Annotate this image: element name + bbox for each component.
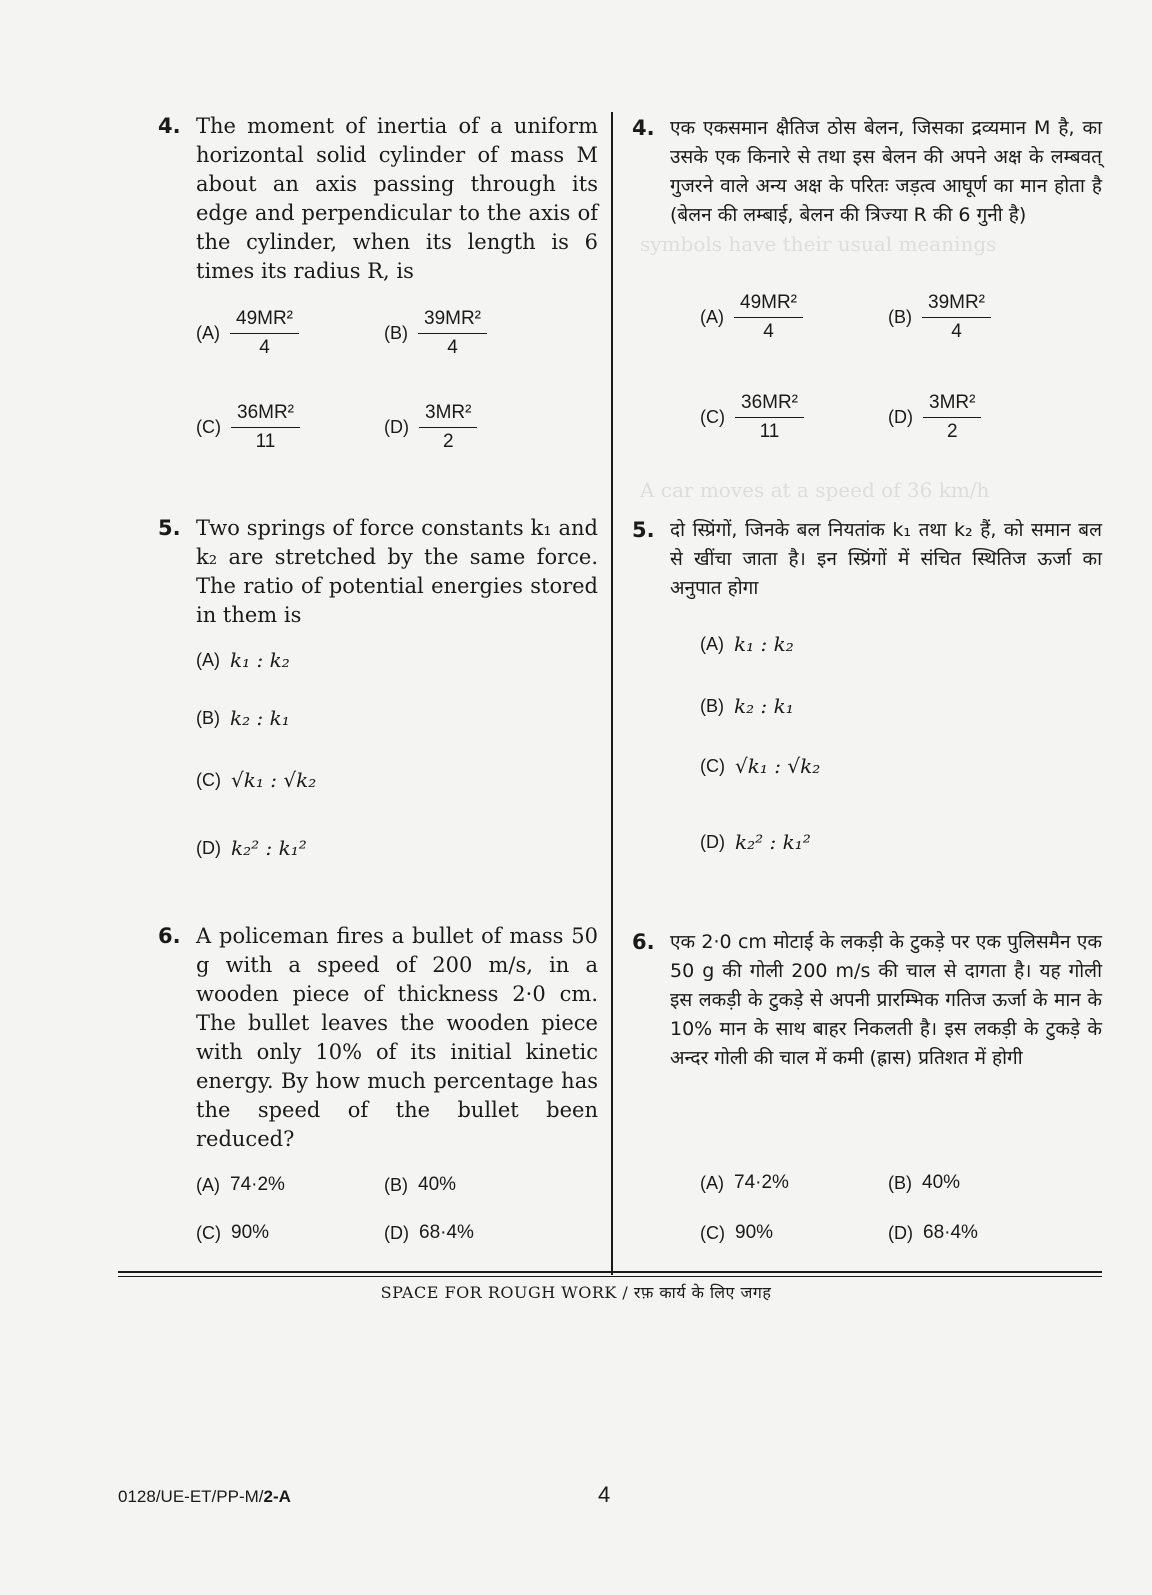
question-6-en: [158, 922, 598, 1154]
option-b[interactable]: (B) 40%: [384, 1174, 457, 1195]
question-text: एक एकसमान क्षैतिज ठोस बेलन, जिसका द्रव्यमान M है, का उसके एक किनारे से तथा इस बेलन की अपने अक्ष के लम्बवत् गुजरने वाले अन्य अक्ष के परितः जड़त्व आघूर्ण का मान होता है (बेलन की लम्बाई, बेलन की त्रिज्या R की 6 गुनी है): [670, 117, 1102, 226]
question-text: The moment of inertia of a uniform horizontal solid cylinder of mass M about an axis passing through its edge and perpendicular to the axis of the cylinder, when its length is 6 times its radius R, is: [196, 114, 598, 283]
question-4-en: [158, 112, 598, 286]
question-4-hi: [632, 114, 1102, 230]
option-d[interactable]: (D) $\frac{\text{3MR²}}{2}$: [384, 402, 477, 453]
question-number: 6.: [158, 924, 181, 948]
rough-work-rule: [118, 1276, 1102, 1277]
bleed-through-text: symbols have their usual meanings: [640, 232, 997, 256]
question-6-hi: [632, 928, 1102, 1073]
option-d[interactable]: (D) 68·4%: [384, 1222, 474, 1243]
option-d[interactable]: (D) $\frac{\text{3MR²}}{2}$: [888, 392, 981, 443]
option-b[interactable]: (B) k₂ : k₁: [196, 706, 290, 730]
option-b[interactable]: (B) 40%: [888, 1172, 961, 1193]
booklet-code: 0128/UE-ET/PP-M/2-A: [118, 1487, 291, 1506]
question-number: 4.: [632, 116, 655, 140]
rough-work-label: SPACE FOR ROUGH WORK / रफ़ कार्य के लिए जगह: [380, 1283, 772, 1302]
option-d[interactable]: (D) 68·4%: [888, 1222, 978, 1243]
bleed-through-text: A car moves at a speed of 36 km/h: [640, 478, 990, 502]
option-a[interactable]: (A) 74·2%: [196, 1174, 285, 1195]
page-number: 4: [598, 1482, 611, 1507]
option-b[interactable]: (B) $\frac{\text{39MR²}}{4}$: [888, 292, 991, 343]
column-divider: [611, 112, 613, 1275]
option-d[interactable]: (D) k₂² : k₁²: [700, 830, 811, 854]
option-b[interactable]: (B) $\frac{\text{39MR²}}{4}$: [384, 308, 487, 359]
question-5-en: [158, 514, 598, 630]
question-text: Two springs of force constants k₁ and k₂ are stretched by the same force. The ratio of potential energies stored in them is: [196, 516, 598, 627]
option-a[interactable]: (A) 74·2%: [700, 1172, 789, 1193]
option-b[interactable]: (B) k₂ : k₁: [700, 694, 794, 718]
option-a[interactable]: (A) k₁ : k₂: [700, 632, 794, 656]
question-text: दो स्प्रिंगों, जिनके बल नियतांक k₁ तथा k₂ हैं, को समान बल से खींचा जाता है। इन स्प्रिंगों में संचित स्थितिज ऊर्जा का अनुपात होगा: [670, 519, 1102, 599]
option-c[interactable]: (C) 90%: [700, 1222, 774, 1243]
option-c[interactable]: (C) $\frac{\text{36MR²}}{11}$: [196, 402, 300, 453]
question-number: 5.: [158, 516, 181, 540]
option-a[interactable]: (A) k₁ : k₂: [196, 648, 290, 672]
question-number: 6.: [632, 930, 655, 954]
question-text: एक 2·0 cm मोटाई के लकड़ी के टुकड़े पर एक पुलिसमैन एक 50 g की गोली 200 m/s की चाल से दागता है। यह गोली इस लकड़ी के टुकड़े से अपनी प्रारम्भिक गतिज ऊर्जा के मान के 10% मान के साथ बाहर निकलती है। इस लकड़ी के टुकड़े के अन्दर गोली की चाल में कमी (ह्रास) प्रतिशत में होगी: [670, 931, 1102, 1069]
option-d[interactable]: (D) k₂² : k₁²: [196, 836, 307, 860]
option-c[interactable]: (C) $\frac{\text{36MR²}}{11}$: [700, 392, 804, 443]
rough-work-rule: [118, 1271, 1102, 1273]
question-number: 5.: [632, 518, 655, 542]
option-c[interactable]: (C) √k₁ : √k₂: [700, 754, 821, 778]
option-a[interactable]: (A) $\frac{\text{49MR²}}{4}$: [700, 292, 803, 343]
option-c[interactable]: (C) 90%: [196, 1222, 270, 1243]
question-5-hi: [632, 516, 1102, 603]
question-text: A policeman fires a bullet of mass 50 g with a speed of 200 m/s, in a wooden piece of thickness 2·0 cm. The bullet leaves the wooden piece with only 10% of its initial kinetic energy. By how much percentage has the speed of the bullet been reduced?: [196, 924, 598, 1151]
question-number: 4.: [158, 114, 181, 138]
option-c[interactable]: (C) √k₁ : √k₂: [196, 768, 317, 792]
option-a[interactable]: (A) $\frac{\text{49MR²}}{4}$: [196, 308, 299, 359]
